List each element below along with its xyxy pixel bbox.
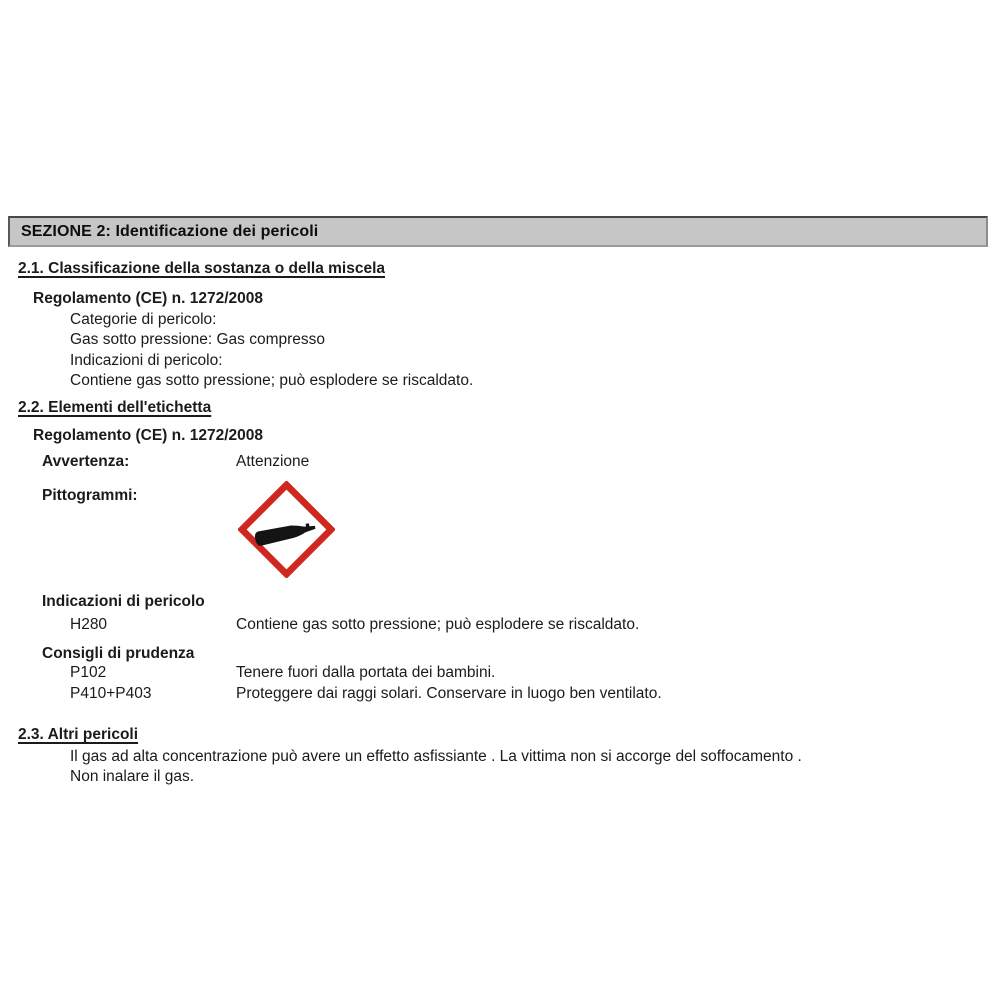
heading-2-2: 2.2. Elementi dell'etichetta — [18, 399, 212, 416]
precaution-row-p102 — [70, 664, 495, 682]
precaution-code: P102 — [70, 664, 107, 681]
section-header-bar — [8, 216, 988, 247]
precaution-text: Proteggere dai raggi solari. Conservare in luogo ben ventilato. — [236, 685, 662, 702]
heading-2-3: 2.3. Altri pericoli — [18, 726, 139, 743]
section-header-title: SEZIONE 2: Identificazione dei pericoli — [21, 222, 319, 240]
precaution-row-p410-p403 — [70, 685, 662, 703]
heading-2-1: 2.1. Classificazione della sostanza o della miscela — [18, 260, 385, 277]
other-hazards-line-1: Il gas ad alta concentrazione può avere un effetto asfissiante . La vittima non si accorge del soffocamento . — [70, 748, 802, 765]
hazard-statements-label: Indicazioni di pericolo: — [70, 352, 223, 369]
precaution-code: P410+P403 — [70, 685, 152, 702]
pictograms-label: Pittogrammi: — [42, 487, 138, 504]
hazard-categories-label: Categorie di pericolo: — [70, 311, 217, 328]
regulation-2-1: Regolamento (CE) n. 1272/2008 — [33, 290, 263, 307]
ghs04-gas-cylinder-icon — [238, 481, 335, 578]
hazard-categories-value: Gas sotto pressione: Gas compresso — [70, 331, 326, 348]
hazard-statements-value: Contiene gas sotto pressione; può esplodere se riscaldato. — [70, 372, 474, 389]
hazard-code: H280 — [70, 616, 108, 633]
signal-word-row — [42, 453, 309, 471]
ghs04-gas-cylinder-pictogram — [238, 481, 335, 578]
signal-word-label: Avvertenza: — [42, 453, 130, 470]
hazard-statements-heading: Indicazioni di pericolo — [42, 593, 205, 610]
precaution-heading: Consigli di prudenza — [42, 645, 195, 662]
hazard-statement-row — [70, 616, 639, 634]
hazard-text: Contiene gas sotto pressione; può esplodere se riscaldato. — [236, 616, 640, 633]
other-hazards-line-2: Non inalare il gas. — [70, 768, 195, 785]
signal-word-value: Attenzione — [236, 453, 310, 470]
regulation-2-2: Regolamento (CE) n. 1272/2008 — [33, 427, 263, 444]
precaution-text: Tenere fuori dalla portata dei bambini. — [236, 664, 496, 681]
